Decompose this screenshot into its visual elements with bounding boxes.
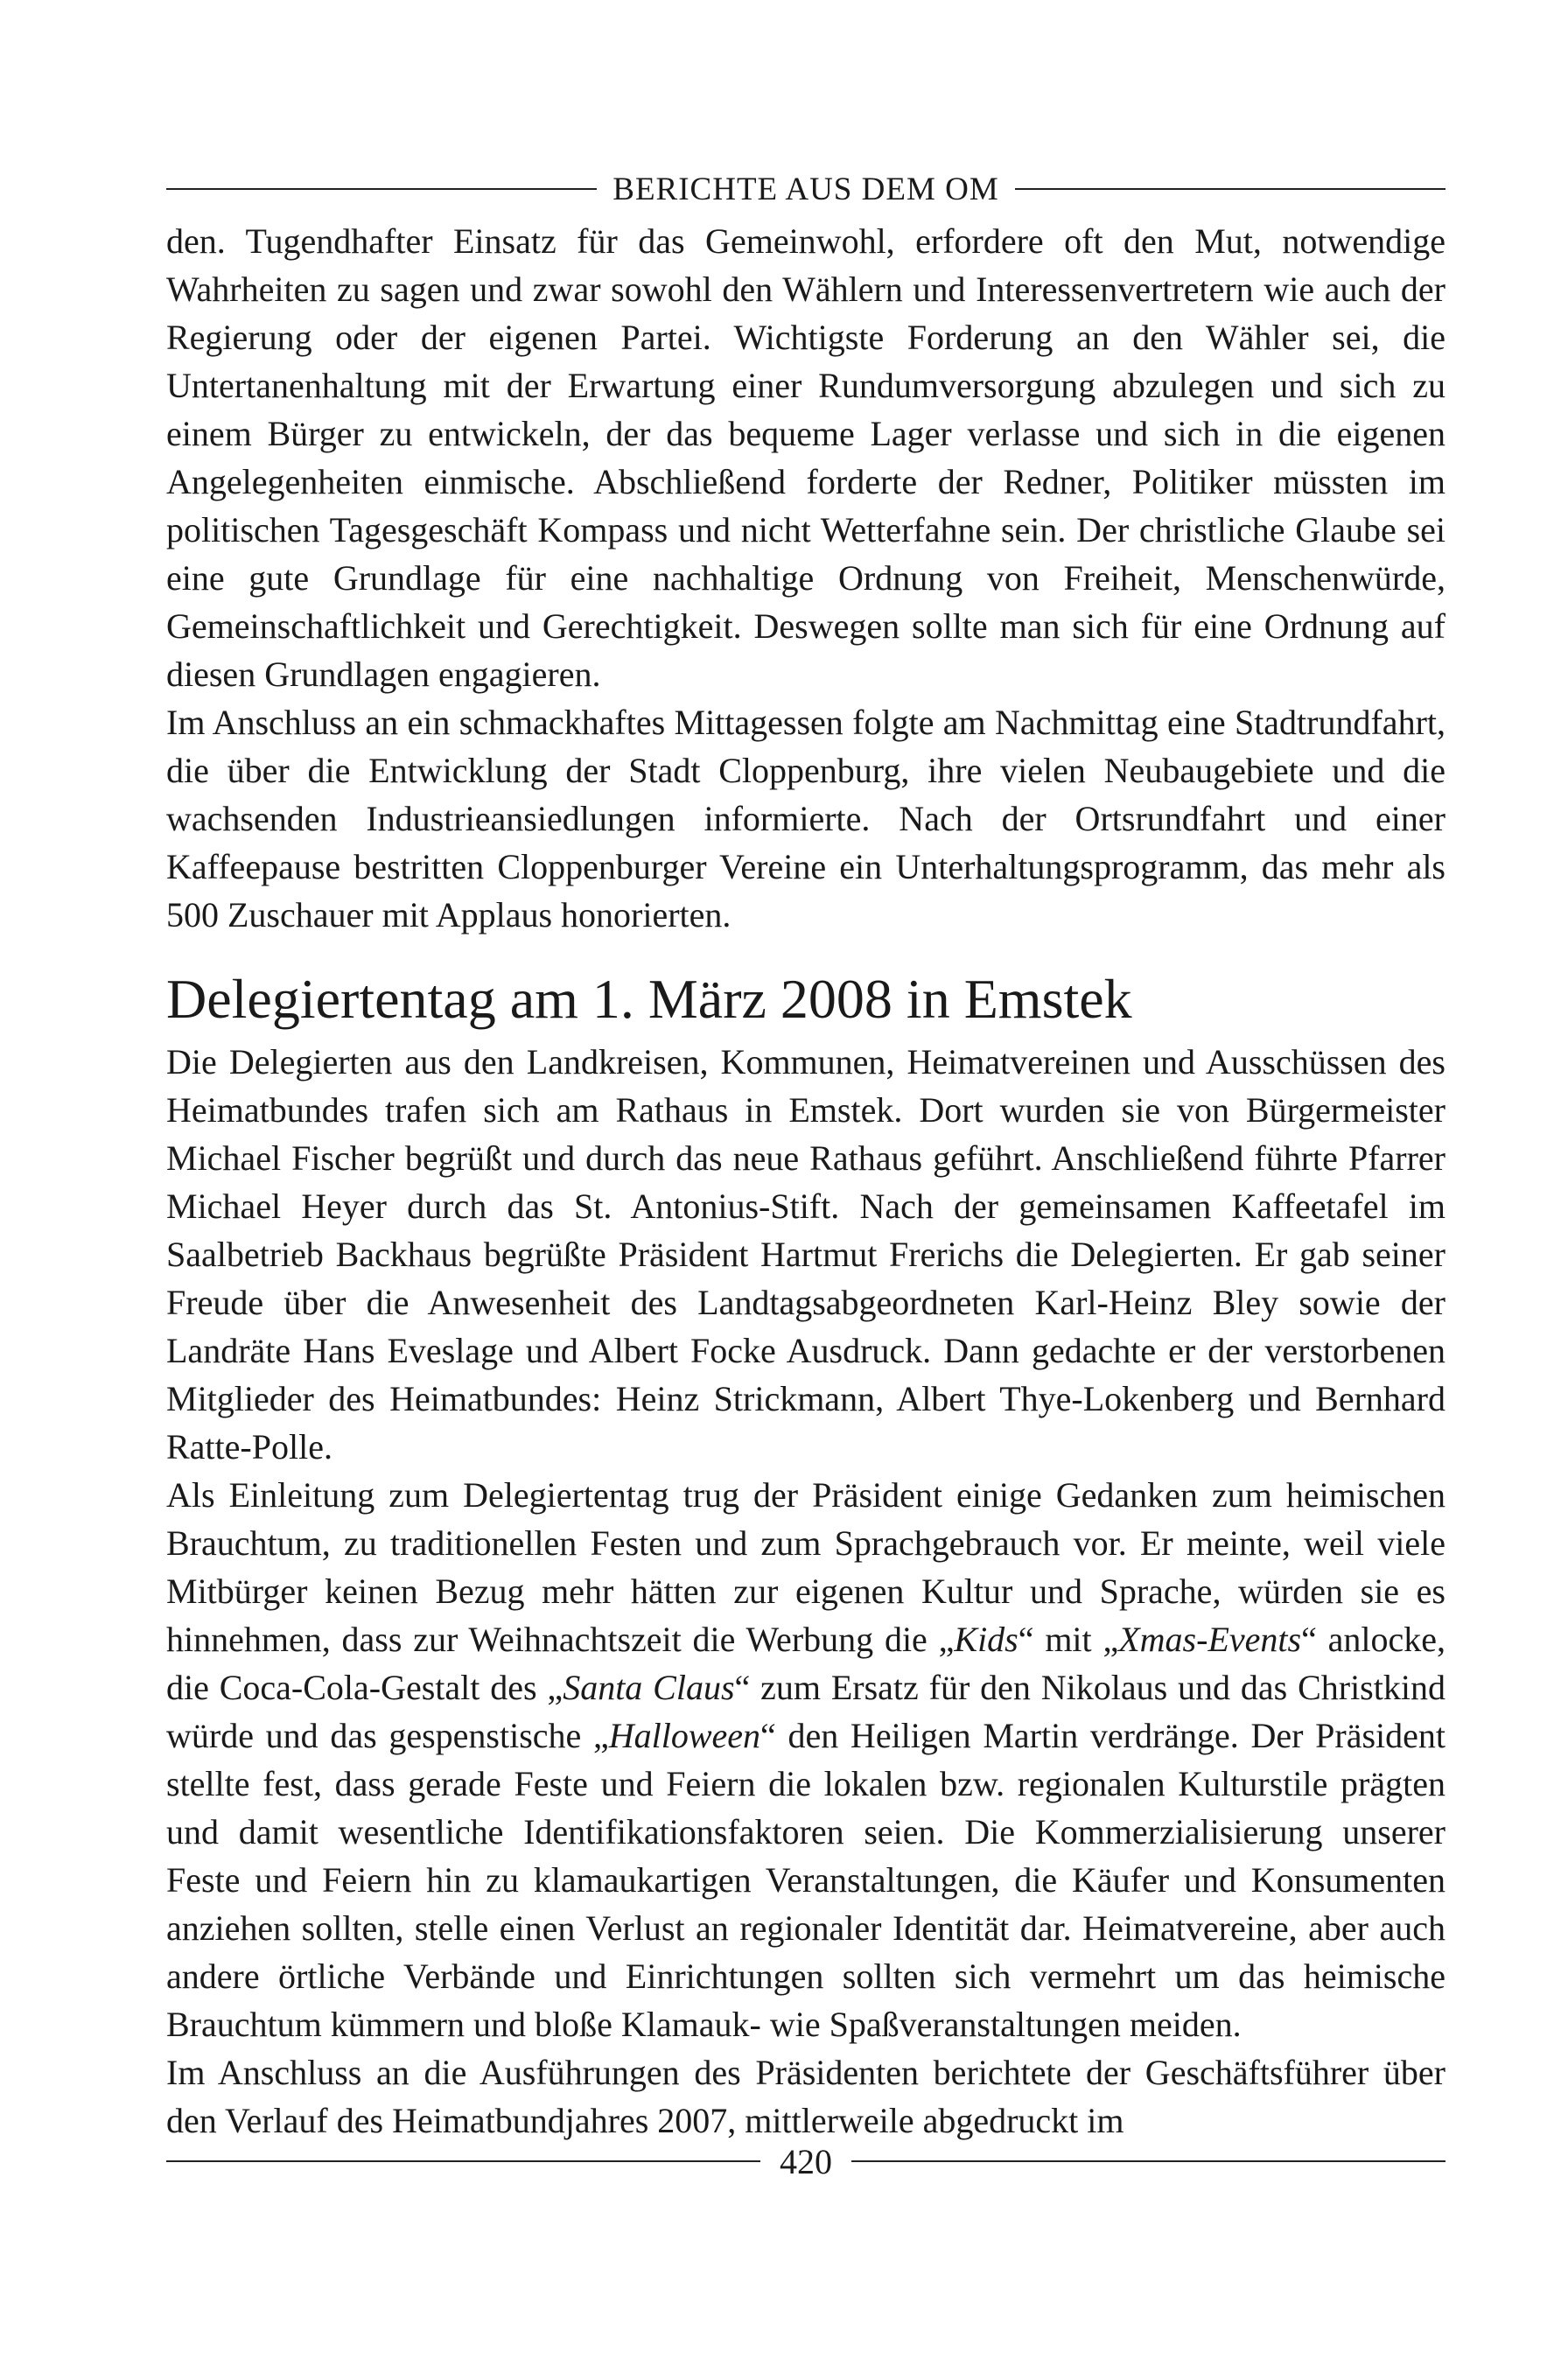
footer-rule-right bbox=[851, 2160, 1446, 2162]
text-run: “ den Heiligen Martin verdränge. Der Präsident stellte fest, dass gerade Feste und Feiern die lokalen bzw. regionalen Kulturstile prägten und damit wesentliche Identifikationsfaktoren seien. Die Kommerzialisierung unserer Feste und Feiern hin zu klamaukartigen Veranstaltungen, die Käufer und Konsumenten anziehen sollten, stelle einen Verlust an regionaler Identität dar. Heimatvereine, aber auch andere örtliche Verbände und Einrichtungen sollten sich vermehrt um das heimische Brauchtum kümmern und bloße Klamauk- wie Spaßveranstaltungen meiden. bbox=[166, 1716, 1446, 2044]
header-rule-right bbox=[1015, 188, 1446, 190]
paragraph-delegierten: Die Delegierten aus den Landkreisen, Kommunen, Heimatvereinen und Ausschüssen des Heimatbundes trafen sich am Rathaus in Emstek. Dort wurden sie von Bürgermeister Michael Fischer begrüßt und durch das neue Rathaus geführt. Anschließend führte Pfarrer Michael Heyer durch das St. Antonius-Stift. Nach der gemeinsamen Kaffeetafel im Saalbetrieb Backhaus begrüßte Präsident Hartmut Frerichs die Delegierten. Er gab seiner Freude über die Anwesenheit des Landtagsabgeordneten Karl-Heinz Bley sowie der Landräte Hans Eveslage und Albert Focke Ausdruck. Dann gedachte er der verstorbenen Mitglieder des Heimatbundes: Heinz Strickmann, Albert Thye-Lokenberg und Bernhard Ratte-Polle. bbox=[166, 1042, 1446, 1466]
paragraph-stadtrundfahrt: Im Anschluss an ein schmackhaftes Mittagessen folgte am Nachmittag eine Stadtrundfahrt, die über die Entwicklung der Stadt Cloppenburg, ihre vielen Neubaugebiete und die wachsenden Industrieansiedlungen informierte. Nach der Ortsrundfahrt und einer Kaffeepause bestritten Cloppenburger Vereine ein Unterhaltungsprogramm, das mehr als 500 Zuschauer mit Applaus honorierten. bbox=[166, 703, 1446, 934]
italic-term-halloween: Halloween bbox=[608, 1716, 761, 1755]
text-run: “ mit „ bbox=[1018, 1620, 1119, 1659]
running-header bbox=[166, 163, 1446, 215]
body-text-delegiertentag bbox=[166, 1038, 1446, 2145]
page-number: 420 bbox=[780, 2141, 832, 2181]
italic-term-kids: Kids bbox=[954, 1620, 1018, 1659]
text-run: “ zum Ersatz für den Nikolaus und das Christkind würde und das gespenstische „ bbox=[166, 1668, 1446, 1755]
page-footer bbox=[166, 2133, 1446, 2189]
paragraph-einleitung bbox=[166, 1471, 1446, 2048]
header-rule-left bbox=[166, 188, 597, 190]
footer-rule-left bbox=[166, 2160, 760, 2162]
italic-term-xmas-events: Xmas-Events bbox=[1118, 1620, 1302, 1659]
text-run: “ anlocke, die Coca-Cola-Gestalt des „ bbox=[166, 1620, 1446, 1707]
italic-term-santa-claus: Santa Claus bbox=[563, 1668, 735, 1707]
paragraph-continued: den. Tugendhafter Einsatz für das Gemeinwohl, erfordere oft den Mut, notwendige Wahrheiten zu sagen und zwar sowohl den Wählern und Interessenvertretern wie auch der Regierung oder der eigenen Partei. Wichtigste Forderung an den Wähler sei, die Untertanenhaltung mit der Erwartung einer Rundumversorgung abzulegen und sich zu einem Bürger zu entwickeln, der das bequeme Lager verlasse und sich in die eigenen Angelegenheiten einmische. Abschließend forderte der Redner, Politiker müssten im politischen Tagesgeschäft Kompass und nicht Wetterfahne sein. Der christliche Glaube sei eine gute Grundlage für eine nachhaltige Ordnung von Freiheit, Menschenwürde, Gemeinschaftlichkeit und Gerechtigkeit. Deswegen sollte man sich für eine Ordnung auf diesen Grundlagen engagieren. bbox=[166, 221, 1446, 694]
paragraph-geschaeftsfuehrer: Im Anschluss an die Ausführungen des Präsidenten berichtete der Geschäftsführer über den Verlauf des Heimatbundjahres 2007, mittlerweile abgedruckt im bbox=[166, 2053, 1446, 2140]
running-title: BERICHTE AUS DEM OM bbox=[612, 171, 999, 207]
body-text-continued bbox=[166, 217, 1446, 939]
section-heading: Delegiertentag am 1. März 2008 in Emstek bbox=[166, 968, 1132, 1030]
text-run: Als Einleitung zum Delegiertentag trug der Präsident einige Gedanken zum heimischen Brauchtum, zu traditionellen Festen und zum Sprachgebrauch vor. Er meinte, weil viele Mitbürger keinen Bezug mehr hätten zur eigenen Kultur und Sprache, würden sie es hinnehmen, dass zur Weihnachtszeit die Werbung die „ bbox=[166, 1475, 1446, 1659]
